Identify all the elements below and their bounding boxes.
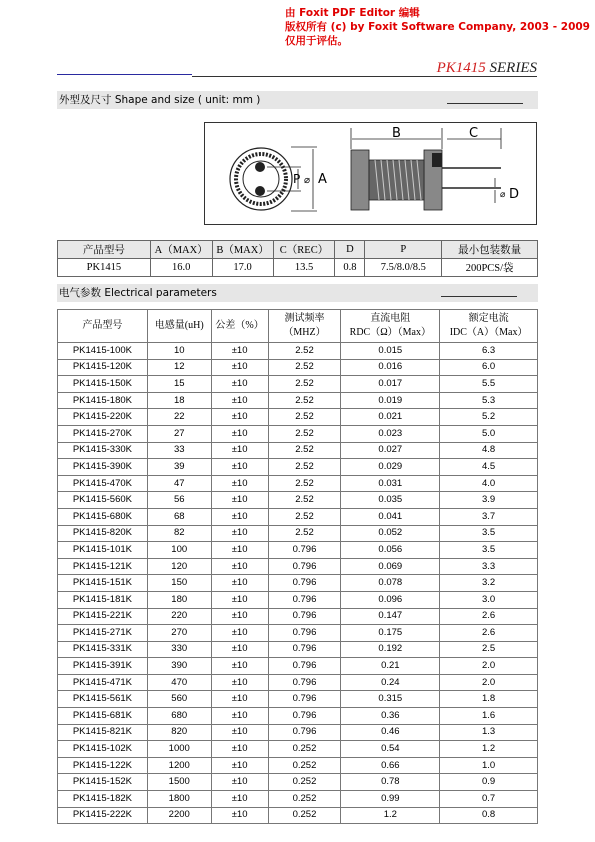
- table-cell: 4.5: [440, 459, 538, 476]
- table-cell: 0.796: [268, 542, 341, 559]
- table-row: [58, 774, 538, 791]
- table-cell: 0.252: [268, 741, 341, 758]
- table-cell: 0.796: [268, 691, 341, 708]
- table-cell: 3.9: [440, 492, 538, 509]
- table-cell: 0.796: [268, 625, 341, 642]
- table-row: [58, 691, 538, 708]
- table-cell: ±10: [211, 807, 268, 824]
- table-row: [58, 459, 538, 476]
- table-cell: 2.52: [268, 392, 341, 409]
- table-row: [58, 525, 538, 542]
- table-cell: ±10: [211, 475, 268, 492]
- dim-header-cell: P: [365, 241, 442, 259]
- table-cell: 2.0: [440, 674, 538, 691]
- table-row: [58, 492, 538, 509]
- table-cell: ±10: [211, 459, 268, 476]
- table-cell: 220: [147, 608, 211, 625]
- table-cell: 0.796: [268, 674, 341, 691]
- table-row: [58, 674, 538, 691]
- table-row: [58, 724, 538, 741]
- table-cell: ±10: [211, 409, 268, 426]
- table-cell: PK1415-181K: [58, 591, 148, 608]
- table-cell: 1800: [147, 791, 211, 808]
- section-underline: [447, 103, 523, 104]
- table-cell: 680: [147, 708, 211, 725]
- table-row: [58, 409, 538, 426]
- dimension-table-header: [58, 241, 538, 259]
- table-row: [58, 757, 538, 774]
- table-cell: 39: [147, 459, 211, 476]
- series-part-number: PK1415: [436, 60, 486, 76]
- section-electrical-title: 电气参数 Electrical parameters: [59, 287, 217, 299]
- table-cell: 6.0: [440, 359, 538, 376]
- table-cell: 33: [147, 442, 211, 459]
- evaluation-watermark: [285, 6, 590, 48]
- table-cell: 5.5: [440, 376, 538, 393]
- header-text-line: 直流电阻: [370, 313, 411, 324]
- table-cell: 3.5: [440, 542, 538, 559]
- table-row: [58, 542, 538, 559]
- table-cell: PK1415-100K: [58, 343, 148, 360]
- table-cell: 1200: [147, 757, 211, 774]
- table-cell: PK1415-150K: [58, 376, 148, 393]
- table-cell: 47: [147, 475, 211, 492]
- header-text-line: IDC（A）（Max）: [449, 327, 528, 338]
- table-cell: PK1415-680K: [58, 508, 148, 525]
- table-row: [58, 442, 538, 459]
- table-cell: PK1415-821K: [58, 724, 148, 741]
- table-cell: 0.252: [268, 807, 341, 824]
- table-cell: 5.3: [440, 392, 538, 409]
- table-cell: ±10: [211, 741, 268, 758]
- table-cell: ±10: [211, 575, 268, 592]
- table-cell: 0.096: [341, 591, 440, 608]
- table-row: [58, 608, 538, 625]
- electrical-header-cell: [147, 310, 211, 343]
- table-cell: ±10: [211, 359, 268, 376]
- table-cell: 1500: [147, 774, 211, 791]
- table-cell: 2.52: [268, 343, 341, 360]
- electrical-table-header: [58, 310, 538, 343]
- table-cell: ±10: [211, 708, 268, 725]
- table-cell: 0.315: [341, 691, 440, 708]
- table-cell: 3.3: [440, 558, 538, 575]
- table-cell: 3.7: [440, 508, 538, 525]
- table-cell: 1.6: [440, 708, 538, 725]
- table-cell: 0.66: [341, 757, 440, 774]
- table-cell: 0.252: [268, 757, 341, 774]
- dim-header-cell: D: [335, 241, 365, 259]
- table-cell: PK1415-120K: [58, 359, 148, 376]
- header-text-line: 额定电流: [468, 313, 509, 324]
- table-cell: 0.021: [341, 409, 440, 426]
- header-text-line: 公差（%）: [215, 320, 264, 331]
- table-cell: ±10: [211, 625, 268, 642]
- table-cell: 0.796: [268, 558, 341, 575]
- table-cell: PK1415-391K: [58, 658, 148, 675]
- table-cell: ±10: [211, 658, 268, 675]
- table-cell: 0.023: [341, 425, 440, 442]
- table-row: [58, 575, 538, 592]
- dim-header-cell: A（MAX）: [150, 241, 212, 259]
- table-cell: ±10: [211, 641, 268, 658]
- table-cell: PK1415-560K: [58, 492, 148, 509]
- table-cell: 0.796: [268, 724, 341, 741]
- table-cell: 0.192: [341, 641, 440, 658]
- label-b: B: [392, 126, 401, 141]
- table-row: [58, 558, 538, 575]
- table-cell: PK1415-331K: [58, 641, 148, 658]
- dim-header-cell: B（MAX）: [212, 241, 273, 259]
- table-cell: 2.52: [268, 425, 341, 442]
- table-cell: 2200: [147, 807, 211, 824]
- table-cell: 2.52: [268, 525, 341, 542]
- table-cell: 10: [147, 343, 211, 360]
- table-cell: 0.54: [341, 741, 440, 758]
- table-cell: 0.052: [341, 525, 440, 542]
- table-cell: 18: [147, 392, 211, 409]
- series-label: SERIES: [489, 60, 537, 76]
- table-cell: 0.252: [268, 774, 341, 791]
- table-cell: ±10: [211, 425, 268, 442]
- electrical-header-cell: [58, 310, 148, 343]
- watermark-line-1: 由 Foxit PDF Editor 编辑: [285, 7, 420, 19]
- table-row: [58, 708, 538, 725]
- table-cell: 0.36: [341, 708, 440, 725]
- table-cell: 82: [147, 525, 211, 542]
- electrical-header-cell: [268, 310, 341, 343]
- table-cell: 2.52: [268, 508, 341, 525]
- table-row: [58, 376, 538, 393]
- table-cell: 0.035: [341, 492, 440, 509]
- table-cell: PK1415-220K: [58, 409, 148, 426]
- table-row: [58, 425, 538, 442]
- table-cell: ±10: [211, 525, 268, 542]
- table-cell: 2.52: [268, 459, 341, 476]
- table-cell: 0.796: [268, 575, 341, 592]
- table-cell: 270: [147, 625, 211, 642]
- table-cell: 2.52: [268, 442, 341, 459]
- table-row: [58, 508, 538, 525]
- table-row: [58, 658, 538, 675]
- table-cell: PK1415-102K: [58, 741, 148, 758]
- section-shape-title: 外型及尺寸 Shape and size ( unit: mm ): [59, 94, 261, 106]
- table-cell: 2.6: [440, 625, 538, 642]
- table-cell: 0.78: [341, 774, 440, 791]
- table-cell: ±10: [211, 791, 268, 808]
- table-cell: 2.52: [268, 492, 341, 509]
- table-cell: PK1415-101K: [58, 542, 148, 559]
- header-text-line: RDC（Ω）（Max）: [349, 327, 431, 338]
- table-cell: 0.175: [341, 625, 440, 642]
- table-row: [58, 625, 538, 642]
- top-view: [230, 147, 327, 211]
- dimension-drawing: [204, 122, 537, 225]
- table-cell: ±10: [211, 774, 268, 791]
- table-row: [58, 359, 538, 376]
- table-cell: ±10: [211, 608, 268, 625]
- table-cell: 1.8: [440, 691, 538, 708]
- table-cell: 0.796: [268, 641, 341, 658]
- table-cell: 15: [147, 376, 211, 393]
- table-cell: ±10: [211, 542, 268, 559]
- header-text-line: 产品型号: [82, 320, 123, 331]
- table-cell: 0.796: [268, 658, 341, 675]
- table-cell: 0.9: [440, 774, 538, 791]
- phi-symbol-d: ⌀: [500, 190, 506, 200]
- header-text-line: 测试频率: [284, 313, 325, 324]
- table-cell: 0.019: [341, 392, 440, 409]
- table-cell: 2.0: [440, 658, 538, 675]
- table-cell: PK1415-182K: [58, 791, 148, 808]
- dimension-table-row: [58, 259, 538, 277]
- table-cell: 2.52: [268, 359, 341, 376]
- dim-cell: PK1415: [58, 259, 151, 277]
- dim-cell: 0.8: [335, 259, 365, 277]
- table-cell: ±10: [211, 691, 268, 708]
- table-cell: 820: [147, 724, 211, 741]
- table-cell: PK1415-271K: [58, 625, 148, 642]
- watermark-line-2: 版权所有 (c) by Foxit Software Company, 2003 - 2009: [285, 21, 590, 33]
- table-cell: 0.056: [341, 542, 440, 559]
- table-cell: ±10: [211, 508, 268, 525]
- dim-cell: 17.0: [212, 259, 273, 277]
- table-cell: 2.6: [440, 608, 538, 625]
- table-cell: 1000: [147, 741, 211, 758]
- table-cell: 0.796: [268, 708, 341, 725]
- table-cell: 6.3: [440, 343, 538, 360]
- table-cell: 2.52: [268, 475, 341, 492]
- table-cell: ±10: [211, 376, 268, 393]
- dim-cell: 200PCS/袋: [442, 259, 538, 277]
- dimension-table: [57, 240, 538, 277]
- section-shape-heading: [57, 91, 538, 109]
- table-cell: ±10: [211, 674, 268, 691]
- series-title: [437, 60, 537, 77]
- table-cell: 0.99: [341, 791, 440, 808]
- table-cell: PK1415-221K: [58, 608, 148, 625]
- table-cell: PK1415-121K: [58, 558, 148, 575]
- table-cell: PK1415-820K: [58, 525, 148, 542]
- table-cell: 0.46: [341, 724, 440, 741]
- table-cell: ±10: [211, 343, 268, 360]
- table-cell: 0.015: [341, 343, 440, 360]
- table-cell: PK1415-390K: [58, 459, 148, 476]
- table-cell: 0.016: [341, 359, 440, 376]
- dim-cell: 16.0: [150, 259, 212, 277]
- table-cell: 0.796: [268, 591, 341, 608]
- table-cell: 0.24: [341, 674, 440, 691]
- table-cell: 2.5: [440, 641, 538, 658]
- table-cell: 1.0: [440, 757, 538, 774]
- table-cell: ±10: [211, 724, 268, 741]
- table-cell: 0.041: [341, 508, 440, 525]
- label-a: A: [318, 172, 327, 187]
- table-cell: 470: [147, 674, 211, 691]
- table-cell: 0.8: [440, 807, 538, 824]
- table-cell: 1.3: [440, 724, 538, 741]
- table-cell: 560: [147, 691, 211, 708]
- electrical-header-cell: [211, 310, 268, 343]
- table-cell: PK1415-561K: [58, 691, 148, 708]
- label-c: C: [469, 126, 479, 141]
- table-cell: PK1415-470K: [58, 475, 148, 492]
- table-cell: PK1415-152K: [58, 774, 148, 791]
- table-cell: 68: [147, 508, 211, 525]
- table-cell: PK1415-222K: [58, 807, 148, 824]
- phi-symbol-a: ⌀: [304, 175, 311, 186]
- table-cell: PK1415-180K: [58, 392, 148, 409]
- table-cell: 3.5: [440, 525, 538, 542]
- table-cell: 4.8: [440, 442, 538, 459]
- table-cell: PK1415-471K: [58, 674, 148, 691]
- section-underline: [441, 296, 517, 297]
- table-cell: 150: [147, 575, 211, 592]
- table-cell: 100: [147, 542, 211, 559]
- table-cell: 330: [147, 641, 211, 658]
- table-cell: 2.52: [268, 409, 341, 426]
- table-row: [58, 591, 538, 608]
- table-cell: 180: [147, 591, 211, 608]
- table-cell: PK1415-330K: [58, 442, 148, 459]
- table-row: [58, 392, 538, 409]
- table-cell: 0.027: [341, 442, 440, 459]
- table-cell: PK1415-151K: [58, 575, 148, 592]
- table-cell: 56: [147, 492, 211, 509]
- side-view: [351, 126, 519, 210]
- table-cell: 0.796: [268, 608, 341, 625]
- table-row: [58, 741, 538, 758]
- table-cell: 12: [147, 359, 211, 376]
- header-text-line: 电感量(uH): [154, 320, 204, 331]
- table-cell: 2.52: [268, 376, 341, 393]
- table-cell: 0.147: [341, 608, 440, 625]
- table-cell: 5.0: [440, 425, 538, 442]
- dim-cell: 7.5/8.0/8.5: [365, 259, 442, 277]
- table-cell: 27: [147, 425, 211, 442]
- electrical-header-cell: [440, 310, 538, 343]
- table-row: [58, 791, 538, 808]
- table-cell: 0.7: [440, 791, 538, 808]
- table-row: [58, 641, 538, 658]
- table-cell: 1.2: [440, 741, 538, 758]
- inductor-drawing-svg: [205, 123, 536, 224]
- table-cell: ±10: [211, 757, 268, 774]
- table-cell: PK1415-681K: [58, 708, 148, 725]
- table-cell: 0.252: [268, 791, 341, 808]
- table-row: [58, 475, 538, 492]
- table-cell: ±10: [211, 392, 268, 409]
- label-p: P: [293, 172, 301, 186]
- watermark-line-3: 仅用于评估。: [285, 35, 348, 47]
- table-row: [58, 343, 538, 360]
- table-cell: PK1415-270K: [58, 425, 148, 442]
- table-cell: 4.0: [440, 475, 538, 492]
- table-cell: 1.2: [341, 807, 440, 824]
- table-cell: 0.017: [341, 376, 440, 393]
- section-electrical-heading: [57, 284, 538, 302]
- table-cell: ±10: [211, 492, 268, 509]
- dim-header-cell: C（REC）: [273, 241, 335, 259]
- header-text-line: （MHZ）: [283, 327, 326, 338]
- electrical-header-cell: [341, 310, 440, 343]
- table-cell: 0.031: [341, 475, 440, 492]
- table-cell: ±10: [211, 558, 268, 575]
- table-cell: 5.2: [440, 409, 538, 426]
- table-cell: 22: [147, 409, 211, 426]
- table-cell: ±10: [211, 591, 268, 608]
- table-cell: 390: [147, 658, 211, 675]
- table-cell: 3.2: [440, 575, 538, 592]
- label-d: D: [509, 187, 520, 202]
- table-cell: 120: [147, 558, 211, 575]
- table-cell: 0.21: [341, 658, 440, 675]
- table-cell: 3.0: [440, 591, 538, 608]
- table-cell: 0.078: [341, 575, 440, 592]
- dim-header-cell: 产品型号: [58, 241, 151, 259]
- electrical-parameters-table: [57, 309, 538, 824]
- header-accent-line: [57, 74, 192, 75]
- dim-cell: 13.5: [273, 259, 335, 277]
- table-cell: ±10: [211, 442, 268, 459]
- table-row: [58, 807, 538, 824]
- dim-header-cell: 最小包装数量: [442, 241, 538, 259]
- table-cell: 0.029: [341, 459, 440, 476]
- table-cell: 0.069: [341, 558, 440, 575]
- table-cell: PK1415-122K: [58, 757, 148, 774]
